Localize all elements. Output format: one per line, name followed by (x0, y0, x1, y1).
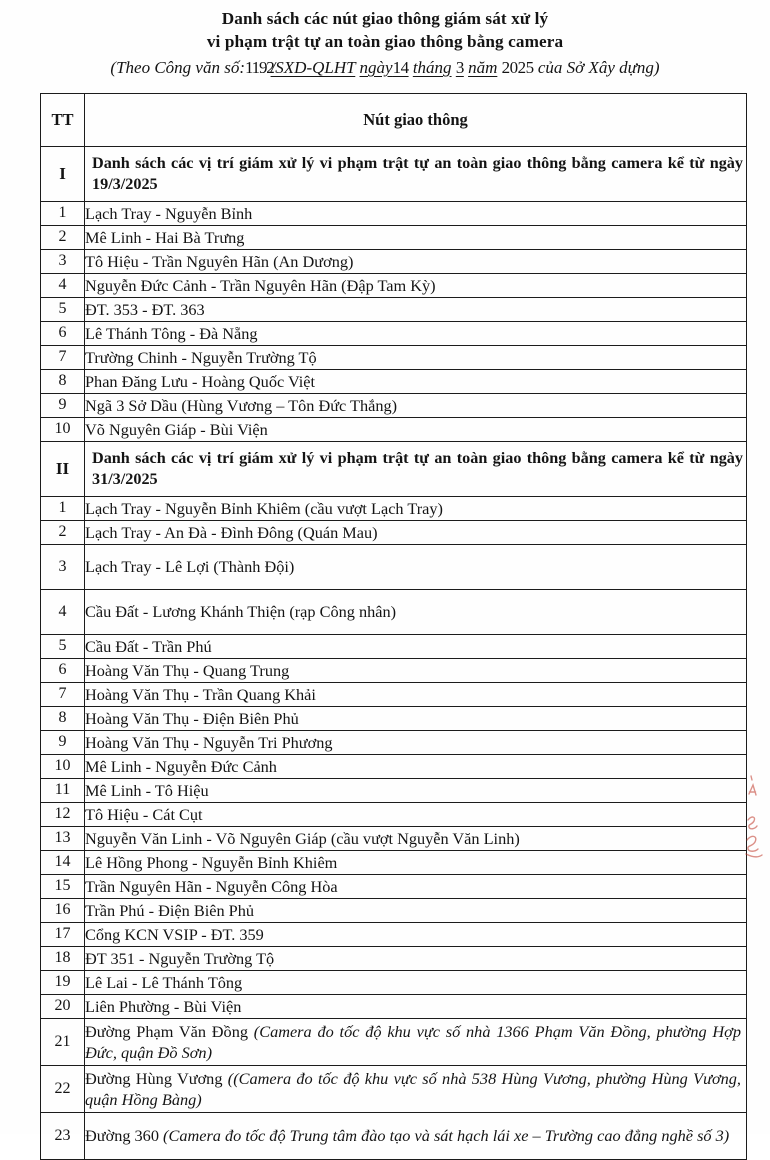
handwritten-margin-mark (744, 768, 764, 868)
intersection-name: Ngã 3 Sở Dầu (Hùng Vương – Tôn Đức Thắng) (85, 394, 747, 418)
page-title-line-1: Danh sách các nút giao thông giám sát xử lý (221, 9, 549, 28)
table-row (41, 226, 747, 250)
row-number: 7 (41, 683, 85, 707)
intersection-name: Hoàng Văn Thụ - Điện Biên Phủ (85, 707, 747, 731)
intersection-name: Mê Linh - Nguyễn Đức Cảnh (85, 755, 747, 779)
row-number: 10 (41, 755, 85, 779)
intersection-table (40, 93, 747, 1160)
section-roman-numeral: II (41, 442, 85, 497)
row-number: 8 (41, 370, 85, 394)
row-number: 16 (41, 899, 85, 923)
intersection-name: Hoàng Văn Thụ - Trần Quang Khải (85, 683, 747, 707)
section-roman-numeral: I (41, 147, 85, 202)
table-row (41, 995, 747, 1019)
table-row (41, 370, 747, 394)
row-number: 1 (41, 202, 85, 226)
reference-thang-label: tháng (412, 58, 452, 77)
intersection-name: Tô Hiệu - Cát Cụt (85, 803, 747, 827)
table-row (41, 322, 747, 346)
table-row (41, 1066, 747, 1113)
table-row (41, 971, 747, 995)
reference-nam-label: năm (468, 58, 498, 77)
row-number: 2 (41, 521, 85, 545)
row-number: 1 (41, 497, 85, 521)
intersection-name: Lê Thánh Tông - Đà Nẵng (85, 322, 747, 346)
table-row (41, 274, 747, 298)
table-row (41, 202, 747, 226)
intersection-name: Cầu Đất - Trần Phú (85, 635, 747, 659)
row-number: 9 (41, 731, 85, 755)
row-number: 14 (41, 851, 85, 875)
intersection-name: Võ Nguyên Giáp - Bùi Viện (85, 418, 747, 442)
reference-year: 2025 (501, 58, 534, 77)
section-heading-text: Danh sách các vị trí giám xử lý vi phạm trật tự an toàn giao thông bằng camera kể từ ngày 31/3/2025 (85, 442, 747, 497)
intersection-name: Lạch Tray - Lê Lợi (Thành Đội) (85, 545, 747, 590)
table-row (41, 755, 747, 779)
reference-suffix: của Sở Xây dựng) (537, 58, 660, 77)
table-row (41, 346, 747, 370)
intersection-name-note: (Camera đo tốc độ Trung tâm đào tạo và sát hạch lái xe – Trường cao đẳng nghề số 3) (163, 1126, 730, 1146)
table-row (41, 947, 747, 971)
document-header (0, 0, 770, 80)
row-number: 4 (41, 274, 85, 298)
table-row (41, 521, 747, 545)
row-number: 4 (41, 590, 85, 635)
intersection-name (85, 1019, 747, 1066)
intersection-name: Mê Linh - Tô Hiệu (85, 779, 747, 803)
intersection-name (85, 1113, 747, 1160)
intersection-name-main: Đường Hùng Vương (85, 1068, 228, 1088)
row-number: 5 (41, 298, 85, 322)
column-header-tt: TT (41, 94, 85, 147)
table-row (41, 779, 747, 803)
intersection-name: Cầu Đất - Lương Khánh Thiện (rạp Công nhân) (85, 590, 747, 635)
intersection-name-note: ((Camera đo tốc độ khu vực số nhà 538 Hùng Vương, phường Hùng Vương, quận Hồng Bàng) (85, 1068, 741, 1109)
reference-prefix: (Theo Công văn số: (110, 58, 245, 77)
row-number: 12 (41, 803, 85, 827)
row-number: 17 (41, 923, 85, 947)
table-row (41, 1019, 747, 1066)
row-number: 13 (41, 827, 85, 851)
intersection-name: Mê Linh - Hai Bà Trưng (85, 226, 747, 250)
row-number: 6 (41, 322, 85, 346)
row-number: 21 (41, 1019, 85, 1066)
intersection-name: Hoàng Văn Thụ - Quang Trung (85, 659, 747, 683)
table-body (41, 147, 747, 1160)
row-number: 20 (41, 995, 85, 1019)
table-row (41, 1113, 747, 1160)
row-number: 18 (41, 947, 85, 971)
intersection-name: Lạch Tray - Nguyễn Bỉnh Khiêm (cầu vượt Lạch Tray) (85, 497, 747, 521)
row-number: 2 (41, 226, 85, 250)
reference-ngay-label: ngày (359, 58, 393, 77)
intersection-name: Tô Hiệu - Trần Nguyên Hãn (An Dương) (85, 250, 747, 274)
table-row (41, 707, 747, 731)
table-row (41, 250, 747, 274)
intersection-name: Lạch Tray - Nguyễn Bỉnh (85, 202, 747, 226)
table-row (41, 731, 747, 755)
intersection-table-wrapper (40, 93, 746, 1160)
intersection-name: Nguyễn Văn Linh - Võ Nguyên Giáp (cầu vượt Nguyễn Văn Linh) (85, 827, 747, 851)
row-number: 8 (41, 707, 85, 731)
table-row (41, 851, 747, 875)
table-row (41, 545, 747, 590)
intersection-name: Nguyễn Đức Cảnh - Trần Nguyên Hãn (Đập Tam Kỳ) (85, 274, 747, 298)
document-reference-line (0, 56, 770, 80)
table-row (41, 899, 747, 923)
page-title-line-2: vi phạm trật tự an toàn giao thông bằng camera (206, 32, 564, 51)
intersection-name-main: Đường 360 (85, 1126, 164, 1146)
intersection-name: Lê Lai - Lê Thánh Tông (85, 971, 747, 995)
intersection-name: Hoàng Văn Thụ - Nguyễn Tri Phương (85, 731, 747, 755)
row-number: 23 (41, 1113, 85, 1160)
row-number: 11 (41, 779, 85, 803)
intersection-name: Trần Phú - Điện Biên Phủ (85, 899, 747, 923)
row-number: 9 (41, 394, 85, 418)
row-number: 22 (41, 1066, 85, 1113)
row-number: 5 (41, 635, 85, 659)
intersection-name: ĐT. 353 - ĐT. 363 (85, 298, 747, 322)
table-section-row (41, 442, 747, 497)
table-row (41, 298, 747, 322)
intersection-name-main: Đường Phạm Văn Đồng (85, 1021, 254, 1041)
table-section-row (41, 147, 747, 202)
intersection-name: Trần Nguyên Hãn - Nguyễn Công Hòa (85, 875, 747, 899)
section-heading-text: Danh sách các vị trí giám xử lý vi phạm trật tự an toàn giao thông bằng camera kể từ ngày 19/3/2025 (85, 147, 747, 202)
table-row (41, 635, 747, 659)
row-number: 3 (41, 545, 85, 590)
row-number: 7 (41, 346, 85, 370)
intersection-name: ĐT 351 - Nguyễn Trường Tộ (85, 947, 747, 971)
intersection-name: Lạch Tray - An Đà - Đình Đông (Quán Mau) (85, 521, 747, 545)
row-number: 6 (41, 659, 85, 683)
table-row (41, 875, 747, 899)
reference-doc-number: 1192 (245, 58, 274, 77)
table-row (41, 394, 747, 418)
intersection-name: Liên Phường - Bùi Viện (85, 995, 747, 1019)
table-row (41, 923, 747, 947)
intersection-name: Phan Đăng Lưu - Hoàng Quốc Việt (85, 370, 747, 394)
table-row (41, 659, 747, 683)
table-row (41, 827, 747, 851)
row-number: 10 (41, 418, 85, 442)
intersection-name (85, 1066, 747, 1113)
reference-month: 3 (455, 58, 464, 77)
table-row (41, 418, 747, 442)
intersection-name: Trường Chinh - Nguyễn Trường Tộ (85, 346, 747, 370)
column-header-node: Nút giao thông (85, 94, 747, 147)
row-number: 3 (41, 250, 85, 274)
reference-doc-code: /SXD-QLHT (270, 58, 356, 77)
table-header-row (41, 94, 747, 147)
table-row (41, 683, 747, 707)
table-row (41, 590, 747, 635)
table-head (41, 94, 747, 147)
intersection-name: Lê Hồng Phong - Nguyễn Bỉnh Khiêm (85, 851, 747, 875)
table-row (41, 803, 747, 827)
reference-day: 14 (392, 58, 409, 77)
intersection-name: Cổng KCN VSIP - ĐT. 359 (85, 923, 747, 947)
intersection-name-note: (Camera đo tốc độ khu vực số nhà 1366 Phạm Văn Đồng, phường Hợp Đức, quận Đồ Sơn) (85, 1021, 741, 1062)
row-number: 19 (41, 971, 85, 995)
table-row (41, 497, 747, 521)
row-number: 15 (41, 875, 85, 899)
